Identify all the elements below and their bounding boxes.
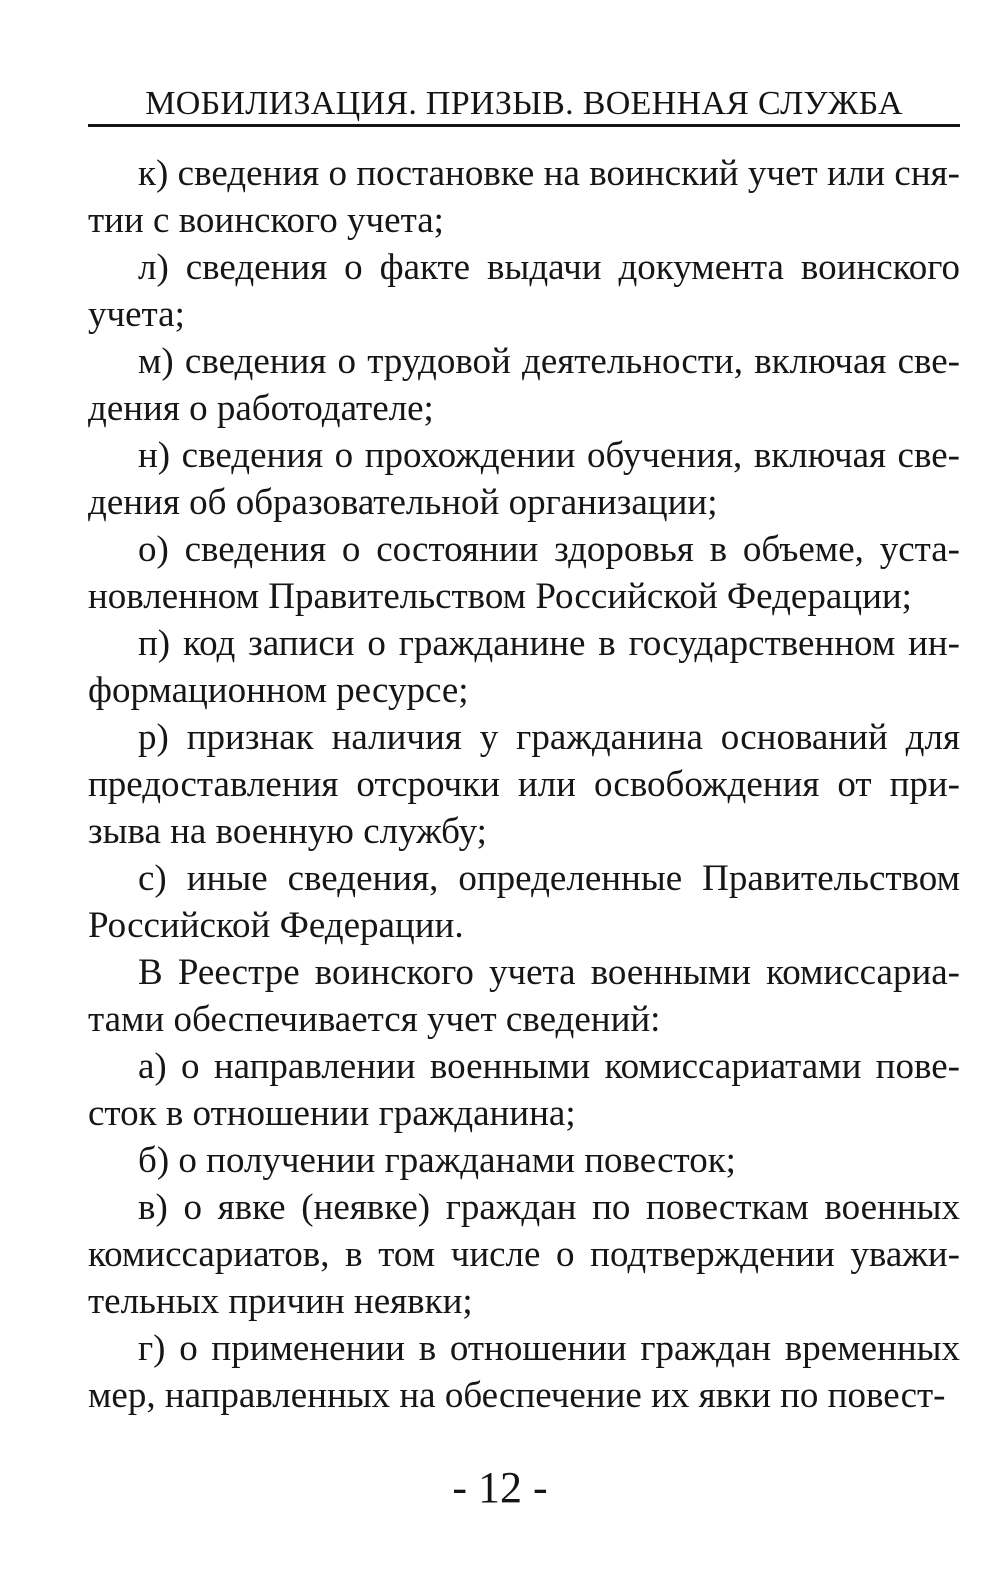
paragraph-n: н) сведения о прохождении обучения, включая сведения об образовательной организации; xyxy=(88,435,960,523)
paragraph-m: м) сведения о трудовой деятельности, включая сведения о работодателе; xyxy=(88,341,960,429)
paragraph-registry-intro: В Реестре воинского учета военными комиссариатами обеспечивается учет сведений: xyxy=(88,952,960,1040)
body-text xyxy=(88,150,960,1419)
paragraph-o: о) сведения о состоянии здоровья в объеме, установленном Правительством Российской Федерации; xyxy=(88,529,960,617)
paragraph-r: р) признак наличия у гражданина оснований для предоставления отсрочки или освобождения от призыва на военную службу; xyxy=(88,717,960,852)
paragraph-v: в) о явке (неявке) граждан по повесткам военных комиссариатов, в том числе о подтверждении уважительных причин неявки; xyxy=(88,1187,960,1322)
header-rule xyxy=(88,124,960,127)
running-title: МОБИЛИЗАЦИЯ. ПРИЗЫВ. ВОЕННАЯ СЛУЖБА xyxy=(145,85,903,122)
paragraph-p: п) код записи о гражданине в государственном информационном ресурсе; xyxy=(88,623,960,711)
paragraph-s: с) иные сведения, определенные Правительством Российской Федерации. xyxy=(88,858,960,946)
paragraph-k: к) сведения о постановке на воинский учет или снятии с воинского учета; xyxy=(88,153,960,241)
paragraph-g: г) о применении в отношении граждан временных мер, направленных на обеспечение их явки по повест- xyxy=(88,1328,960,1416)
paragraph-a: а) о направлении военными комиссариатами повесток в отношении гражданина; xyxy=(88,1046,960,1134)
paragraph-b: б) о получении гражданами повесток; xyxy=(138,1140,736,1181)
page-number: - 12 - xyxy=(452,1463,548,1512)
paragraph-l: л) сведения о факте выдачи документа воинского учета; xyxy=(88,247,960,335)
